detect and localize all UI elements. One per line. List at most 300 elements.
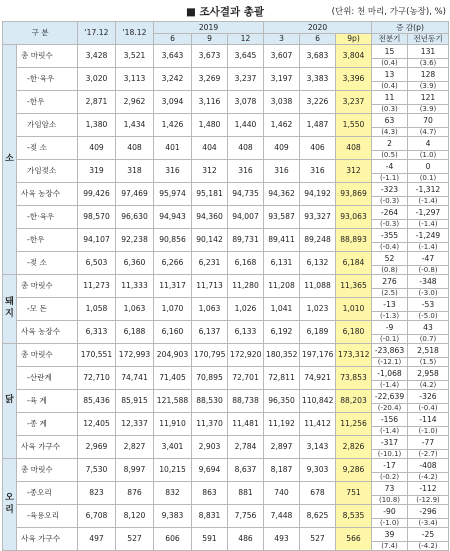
change-prev-year: -1,297 (408, 206, 449, 220)
value-cell: 8,120 (116, 505, 154, 528)
row-label: -산란계 (17, 367, 78, 390)
change-prev-quarter: 63 (372, 114, 408, 128)
value-cell: 89,411 (264, 229, 300, 252)
value-cell: 9,694 (192, 459, 228, 482)
livestock-summary-table (2, 21, 449, 551)
table-row (3, 229, 449, 243)
change-prev-quarter: -17 (372, 459, 408, 473)
value-cell: 7,756 (228, 505, 264, 528)
pct-prev-quarter: (-10.1) (372, 450, 408, 459)
change-prev-year: 0 (408, 160, 449, 174)
value-cell: 6,189 (300, 321, 336, 344)
value-cell: 1,058 (78, 298, 116, 321)
value-cell: 11,280 (228, 275, 264, 298)
change-prev-quarter: 39 (372, 528, 408, 542)
value-cell-current: 93,869 (336, 183, 372, 206)
row-label: 가임암소 (17, 114, 78, 137)
value-cell: 3,242 (154, 68, 192, 91)
pct-prev-year: (-4.2) (408, 473, 449, 482)
change-prev-quarter: 15 (372, 45, 408, 59)
change-prev-quarter: -90 (372, 505, 408, 519)
table-row (3, 45, 449, 59)
value-cell: 170,795 (192, 344, 228, 367)
value-cell: 312 (192, 160, 228, 183)
value-cell: 11,208 (264, 275, 300, 298)
change-prev-year: -296 (408, 505, 449, 519)
row-label: -한우 (17, 91, 78, 114)
value-cell: 1,426 (154, 114, 192, 137)
table-row (3, 160, 449, 174)
pct-prev-quarter: (0.5) (372, 151, 408, 160)
value-cell-current: 11,365 (336, 275, 372, 298)
value-cell: 72,811 (264, 367, 300, 390)
value-cell: 1,063 (192, 298, 228, 321)
value-cell-current: 173,312 (336, 344, 372, 367)
change-prev-quarter: -156 (372, 413, 408, 427)
table-row (3, 367, 449, 381)
value-cell: 7,530 (78, 459, 116, 482)
value-cell: 89,731 (228, 229, 264, 252)
row-label: -젖 소 (17, 137, 78, 160)
group-label: 돼지 (3, 275, 17, 344)
change-prev-year: -47 (408, 252, 449, 266)
pct-prev-quarter: (-1.1) (372, 174, 408, 183)
table-row (3, 344, 449, 358)
table-body (3, 45, 449, 551)
table-row (3, 436, 449, 450)
value-cell: 11,713 (192, 275, 228, 298)
value-cell: 110,842 (300, 390, 336, 413)
value-cell: 85,915 (116, 390, 154, 413)
value-cell-current: 6,184 (336, 252, 372, 275)
pct-prev-year: (1.5) (408, 358, 449, 367)
change-prev-year: 121 (408, 91, 449, 105)
row-label: 가임젖소 (17, 160, 78, 183)
value-cell-current: 751 (336, 482, 372, 505)
change-prev-quarter: -323 (372, 183, 408, 197)
value-cell-current: 1,010 (336, 298, 372, 321)
group-label: 소 (3, 45, 17, 275)
pct-prev-year: (4.7) (408, 128, 449, 137)
row-label: 총 마릿수 (17, 344, 78, 367)
value-cell: 74,741 (116, 367, 154, 390)
pct-prev-quarter: (-1.4) (372, 427, 408, 436)
pct-prev-year: (-0.4) (408, 404, 449, 413)
value-cell: 88,738 (228, 390, 264, 413)
value-cell: 406 (300, 137, 336, 160)
table-row (3, 321, 449, 335)
value-cell: 1,041 (264, 298, 300, 321)
pct-prev-year: (-12.9) (408, 496, 449, 505)
value-cell: 8,637 (228, 459, 264, 482)
pct-prev-year: (1.0) (408, 151, 449, 160)
value-cell: 404 (192, 137, 228, 160)
change-prev-quarter: 13 (372, 68, 408, 82)
value-cell: 11,192 (264, 413, 300, 436)
value-cell: 97,469 (116, 183, 154, 206)
change-prev-year: -1,249 (408, 229, 449, 243)
change-prev-quarter: 52 (372, 252, 408, 266)
value-cell: 1,480 (192, 114, 228, 137)
value-cell: 316 (228, 160, 264, 183)
value-cell-current: 93,063 (336, 206, 372, 229)
value-cell: 204,903 (154, 344, 192, 367)
value-cell: 11,481 (228, 413, 264, 436)
pct-prev-quarter: (-0.1) (372, 335, 408, 344)
value-cell-current: 88,893 (336, 229, 372, 252)
header-2020-06: 6 (300, 34, 336, 45)
change-prev-quarter: 276 (372, 275, 408, 289)
value-cell: 3,673 (192, 45, 228, 68)
value-cell: 3,197 (264, 68, 300, 91)
header-prev-quarter: 전분기 (372, 34, 408, 45)
value-cell-current: 3,396 (336, 68, 372, 91)
value-cell: 527 (300, 528, 336, 551)
value-cell-current: 312 (336, 160, 372, 183)
value-cell: 170,551 (78, 344, 116, 367)
value-cell: 6,266 (154, 252, 192, 275)
row-label: 총 마릿수 (17, 459, 78, 482)
pct-prev-quarter: (-20.4) (372, 404, 408, 413)
value-cell-current: 11,256 (336, 413, 372, 436)
value-cell: 3,269 (192, 68, 228, 91)
value-cell: 6,131 (264, 252, 300, 275)
row-label: -육용오리 (17, 505, 78, 528)
row-label: 사육 농장수 (17, 183, 78, 206)
change-prev-year: 128 (408, 68, 449, 82)
table-row (3, 206, 449, 220)
value-cell: 740 (264, 482, 300, 505)
value-cell: 6,168 (228, 252, 264, 275)
table-row (3, 505, 449, 519)
value-cell: 2,897 (264, 436, 300, 459)
row-label: 총 마릿수 (17, 275, 78, 298)
change-prev-quarter: -9 (372, 321, 408, 335)
table-row (3, 459, 449, 473)
pct-prev-quarter: (4.3) (372, 128, 408, 137)
value-cell-current: 3,237 (336, 91, 372, 114)
value-cell: 197,176 (300, 344, 336, 367)
pct-prev-quarter: (10.8) (372, 496, 408, 505)
change-prev-quarter: -22,639 (372, 390, 408, 404)
value-cell: 319 (78, 160, 116, 183)
value-cell: 72,710 (78, 367, 116, 390)
value-cell: 6,708 (78, 505, 116, 528)
pct-prev-year: (-5.0) (408, 312, 449, 321)
value-cell: 3,143 (300, 436, 336, 459)
value-cell: 8,831 (192, 505, 228, 528)
change-prev-year: 2,958 (408, 367, 449, 381)
value-cell-current: 9,286 (336, 459, 372, 482)
value-cell: 2,827 (116, 436, 154, 459)
value-cell: 3,113 (116, 68, 154, 91)
value-cell: 8,997 (116, 459, 154, 482)
pct-prev-year: (4.2) (408, 381, 449, 390)
value-cell: 6,231 (192, 252, 228, 275)
change-prev-year: -114 (408, 413, 449, 427)
pct-prev-year: (3.9) (408, 105, 449, 114)
pct-prev-quarter: (2.5) (372, 289, 408, 298)
value-cell: 823 (78, 482, 116, 505)
change-prev-year: 2,518 (408, 344, 449, 358)
table-row (3, 68, 449, 82)
value-cell: 94,007 (228, 206, 264, 229)
row-label: 사육 농장수 (17, 321, 78, 344)
value-cell: 70,895 (192, 367, 228, 390)
header-2019-09: 9 (192, 34, 228, 45)
header-year-2020: 2020 (264, 22, 372, 34)
pct-prev-year: (-1.4) (408, 197, 449, 206)
value-cell: 3,401 (154, 436, 192, 459)
value-cell: 74,921 (300, 367, 336, 390)
pct-prev-year: (-0.8) (408, 266, 449, 275)
row-label: -한우 (17, 229, 78, 252)
value-cell: 8,625 (300, 505, 336, 528)
value-cell: 94,192 (300, 183, 336, 206)
change-prev-quarter: -13 (372, 298, 408, 312)
value-cell: 12,337 (116, 413, 154, 436)
value-cell: 678 (300, 482, 336, 505)
pct-prev-quarter: (0.4) (372, 59, 408, 68)
change-prev-quarter: -355 (372, 229, 408, 243)
value-cell: 409 (264, 137, 300, 160)
change-prev-quarter: 73 (372, 482, 408, 496)
value-cell: 89,248 (300, 229, 336, 252)
pct-prev-quarter: (0.8) (372, 266, 408, 275)
value-cell: 2,871 (78, 91, 116, 114)
value-cell: 3,645 (228, 45, 264, 68)
value-cell: 1,063 (116, 298, 154, 321)
value-cell: 121,588 (154, 390, 192, 413)
value-cell: 6,133 (228, 321, 264, 344)
table-row (3, 390, 449, 404)
value-cell: 3,607 (264, 45, 300, 68)
header-year-2019: 2019 (154, 22, 264, 34)
header-2019-12: 12 (228, 34, 264, 45)
change-prev-year: 43 (408, 321, 449, 335)
value-cell: 88,530 (192, 390, 228, 413)
change-prev-quarter: -317 (372, 436, 408, 450)
value-cell: 95,974 (154, 183, 192, 206)
pct-prev-year: (-4.2) (408, 542, 449, 551)
value-cell: 93,327 (300, 206, 336, 229)
value-cell: 6,360 (116, 252, 154, 275)
header-2017-12: '17.12 (78, 22, 116, 45)
table-row (3, 114, 449, 128)
pct-prev-quarter: (0.4) (372, 82, 408, 91)
value-cell: 95,181 (192, 183, 228, 206)
row-label: -한·육우 (17, 206, 78, 229)
change-prev-year: -77 (408, 436, 449, 450)
value-cell: 71,405 (154, 367, 192, 390)
value-cell: 3,116 (192, 91, 228, 114)
value-cell: 3,078 (228, 91, 264, 114)
value-cell: 2,784 (228, 436, 264, 459)
value-cell: 316 (300, 160, 336, 183)
value-cell: 1,434 (116, 114, 154, 137)
value-cell-current: 6,180 (336, 321, 372, 344)
table-header (3, 22, 449, 45)
value-cell: 401 (154, 137, 192, 160)
header-gubun: 구 분 (3, 22, 78, 45)
pct-prev-year: (-1.0) (408, 427, 449, 436)
change-prev-year: -53 (408, 298, 449, 312)
value-cell: 1,070 (154, 298, 192, 321)
value-cell: 2,969 (78, 436, 116, 459)
value-cell: 10,215 (154, 459, 192, 482)
value-cell: 11,317 (154, 275, 192, 298)
value-cell: 11,910 (154, 413, 192, 436)
change-prev-year: 70 (408, 114, 449, 128)
value-cell: 94,362 (264, 183, 300, 206)
value-cell: 316 (264, 160, 300, 183)
change-prev-quarter: -23,863 (372, 344, 408, 358)
group-label: 오리 (3, 459, 17, 551)
value-cell-current: 88,203 (336, 390, 372, 413)
table-row (3, 183, 449, 197)
row-label: -한·육우 (17, 68, 78, 91)
value-cell: 6,313 (78, 321, 116, 344)
pct-prev-year: (3.9) (408, 82, 449, 91)
value-cell: 1,487 (300, 114, 336, 137)
pct-prev-quarter: (-0.3) (372, 220, 408, 229)
value-cell: 591 (192, 528, 228, 551)
unit-note: (단위: 천 마리, 가구(농장), %) (331, 7, 446, 17)
pct-prev-quarter: (-1.0) (372, 519, 408, 528)
value-cell: 3,521 (116, 45, 154, 68)
value-cell-current: 1,550 (336, 114, 372, 137)
value-cell: 96,630 (116, 206, 154, 229)
pct-prev-quarter: (7.4) (372, 542, 408, 551)
change-prev-year: -326 (408, 390, 449, 404)
table-row (3, 91, 449, 105)
header-change: 증 감(p) (372, 22, 449, 34)
row-label: -육 계 (17, 390, 78, 413)
pct-prev-year: (-3.0) (408, 289, 449, 298)
row-label: 총 마릿수 (17, 45, 78, 68)
value-cell: 94,107 (78, 229, 116, 252)
value-cell: 2,962 (116, 91, 154, 114)
value-cell: 3,428 (78, 45, 116, 68)
value-cell-current: 2,826 (336, 436, 372, 459)
value-cell: 6,188 (116, 321, 154, 344)
value-cell: 832 (154, 482, 192, 505)
value-cell: 92,238 (116, 229, 154, 252)
value-cell: 1,026 (228, 298, 264, 321)
value-cell-current: 73,853 (336, 367, 372, 390)
value-cell: 172,920 (228, 344, 264, 367)
change-prev-quarter: 11 (372, 91, 408, 105)
value-cell: 486 (228, 528, 264, 551)
value-cell: 94,735 (228, 183, 264, 206)
value-cell-current: 408 (336, 137, 372, 160)
value-cell: 12,405 (78, 413, 116, 436)
value-cell: 90,142 (192, 229, 228, 252)
change-prev-quarter: -264 (372, 206, 408, 220)
header-2020-03: 3 (264, 34, 300, 45)
pct-prev-quarter: (-0.3) (372, 197, 408, 206)
pct-prev-quarter: (-1.3) (372, 312, 408, 321)
value-cell: 94,943 (154, 206, 192, 229)
value-cell: 9,303 (300, 459, 336, 482)
value-cell: 94,360 (192, 206, 228, 229)
value-cell: 1,380 (78, 114, 116, 137)
pct-prev-quarter: (-1.4) (372, 381, 408, 390)
value-cell: 93,587 (264, 206, 300, 229)
value-cell: 6,132 (300, 252, 336, 275)
value-cell: 7,448 (264, 505, 300, 528)
change-prev-year: -1,312 (408, 183, 449, 197)
value-cell: 180,352 (264, 344, 300, 367)
value-cell: 1,023 (300, 298, 336, 321)
pct-prev-year: (0.7) (408, 335, 449, 344)
table-row (3, 298, 449, 312)
pct-prev-quarter: (-0.2) (372, 473, 408, 482)
header-prev-year: 전년동기 (408, 34, 449, 45)
pct-prev-year: (-1.4) (408, 220, 449, 229)
value-cell: 527 (116, 528, 154, 551)
value-cell: 11,273 (78, 275, 116, 298)
value-cell: 11,370 (192, 413, 228, 436)
change-prev-year: -25 (408, 528, 449, 542)
pct-prev-year: (-1.4) (408, 243, 449, 252)
value-cell: 408 (116, 137, 154, 160)
value-cell: 99,426 (78, 183, 116, 206)
value-cell: 11,333 (116, 275, 154, 298)
group-label: 닭 (3, 344, 17, 459)
change-prev-quarter: -1,068 (372, 367, 408, 381)
value-cell: 409 (78, 137, 116, 160)
table-row (3, 275, 449, 289)
value-cell-current: 3,804 (336, 45, 372, 68)
value-cell: 408 (228, 137, 264, 160)
value-cell: 98,570 (78, 206, 116, 229)
pct-prev-year: (0.1) (408, 174, 449, 183)
value-cell: 9,383 (154, 505, 192, 528)
change-prev-year: -408 (408, 459, 449, 473)
value-cell: 8,187 (264, 459, 300, 482)
value-cell: 1,462 (264, 114, 300, 137)
table-row (3, 413, 449, 427)
header-2019-06: 6 (154, 34, 192, 45)
row-label: -모 돈 (17, 298, 78, 321)
change-prev-quarter: 2 (372, 137, 408, 151)
header-2020-09p: 9p) (336, 34, 372, 45)
value-cell: 3,038 (264, 91, 300, 114)
value-cell: 863 (192, 482, 228, 505)
value-cell: 90,856 (154, 229, 192, 252)
value-cell: 606 (154, 528, 192, 551)
pct-prev-quarter: (-12.1) (372, 358, 408, 367)
change-prev-year: 4 (408, 137, 449, 151)
header-2018-12: '18.12 (116, 22, 154, 45)
pct-prev-year: (3.6) (408, 59, 449, 68)
row-label: -종오리 (17, 482, 78, 505)
value-cell: 6,137 (192, 321, 228, 344)
row-label: -종 계 (17, 413, 78, 436)
pct-prev-year: (-2.7) (408, 450, 449, 459)
value-cell: 6,192 (264, 321, 300, 344)
value-cell: 876 (116, 482, 154, 505)
value-cell: 3,226 (300, 91, 336, 114)
value-cell-current: 566 (336, 528, 372, 551)
pct-prev-quarter: (0.3) (372, 105, 408, 114)
value-cell: 11,412 (300, 413, 336, 436)
row-label: 사육 가구수 (17, 436, 78, 459)
value-cell: 85,436 (78, 390, 116, 413)
pct-prev-year: (-3.4) (408, 519, 449, 528)
value-cell: 3,237 (228, 68, 264, 91)
